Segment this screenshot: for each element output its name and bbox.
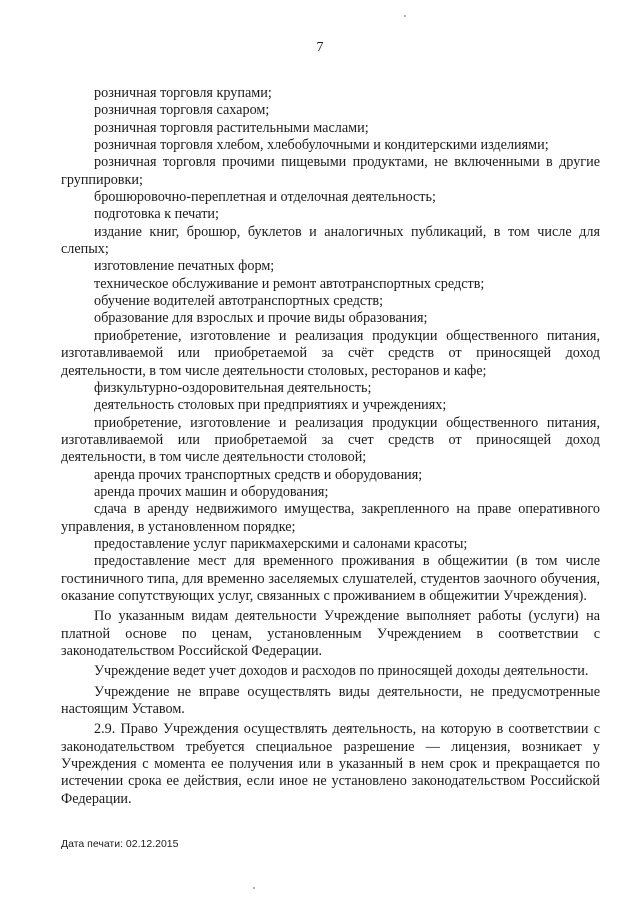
list-item: аренда прочих машин и оборудования; <box>94 483 329 500</box>
page-number: 7 <box>316 40 324 55</box>
list-item: сдача в аренду недвижимого имущества, закрепленного на праве оперативного управления, в установленном порядке; <box>61 501 600 535</box>
list-item: розничная торговля сахаром; <box>94 102 270 119</box>
paragraph: 2.9. Право Учреждения осуществлять деятельность, на которую в соответствии с законодательством требуется специальное разрешение — лицензия, возникает у Учреждения с момента ее получения или в указанный в нем срок и прекращается по истечении срока ее действия, если иное не установлено законодательством Российской Федерации. <box>61 721 600 807</box>
list-item: аренда прочих транспортных средств и оборудования; <box>94 466 423 483</box>
list-item: издание книг, брошюр, буклетов и аналогичных публикаций, в том числе для слепых; <box>61 223 600 258</box>
paragraph: По указанным видам деятельности Учреждение выполняет работы (услуги) на платной основе по ценам, установленным Учреждением в соответствии с законодательством Российской Федерации. <box>61 608 600 659</box>
paragraph: Учреждение не вправе осуществлять виды деятельности, не предусмотренные настоящим Уставом. <box>61 683 600 718</box>
list-item: подготовка к печати; <box>94 206 219 223</box>
list-item: розничная торговля крупами; <box>94 85 272 101</box>
list-item: розничная торговля хлебом, хлебобулочными и кондитерскими изделиями; <box>94 137 549 154</box>
list-item: розничная торговля прочими пищевыми продуктами, не включенными в другие группировки; <box>61 154 600 188</box>
scan-speck <box>253 887 255 889</box>
scan-speck <box>404 15 406 17</box>
list-item: приобретение, изготовление и реализация продукции общественного питания, изготавливаемой или приобретаемой за счет средств от приносящей доход деятельности, в том числе деятельности столовой; <box>61 414 600 466</box>
list-item: физкультурно-оздоровительная деятельность; <box>94 379 372 396</box>
document-body <box>61 85 600 808</box>
list-item: розничная торговля растительными маслами; <box>94 119 369 136</box>
list-item: изготовление печатных форм; <box>94 258 275 275</box>
list-item: обучение водителей автотранспортных средств; <box>94 293 384 310</box>
print-date: Дата печати: 02.12.2015 <box>61 838 179 850</box>
list-item: предоставление услуг парикмахерскими и салонами красоты; <box>94 535 468 552</box>
list-item: образование для взрослых и прочие виды образования; <box>94 310 428 327</box>
list-item: приобретение, изготовление и реализация продукции общественного питания, изготавливаемой или приобретаемой за счёт средств от приносящей доход деятельности, в том числе деятельности столовых, ресторанов и кафе; <box>61 327 600 379</box>
list-item: техническое обслуживание и ремонт автотранспортных средств; <box>94 275 485 292</box>
list-item: брошюровочно-переплетная и отделочная деятельность; <box>94 189 436 206</box>
paragraph: Учреждение ведет учет доходов и расходов по приносящей доходы деятельности. <box>94 663 589 680</box>
list-item: предоставление мест для временного проживания в общежитии (в том числе гостиничного типа, для временно заселяемых слушателей, студентов заочного обучения, оказание сопутствующих услуг, связанных с проживанием в общежитии Учреждения). <box>61 553 600 604</box>
list-item: деятельность столовых при предприятиях и учреждениях; <box>94 397 447 414</box>
